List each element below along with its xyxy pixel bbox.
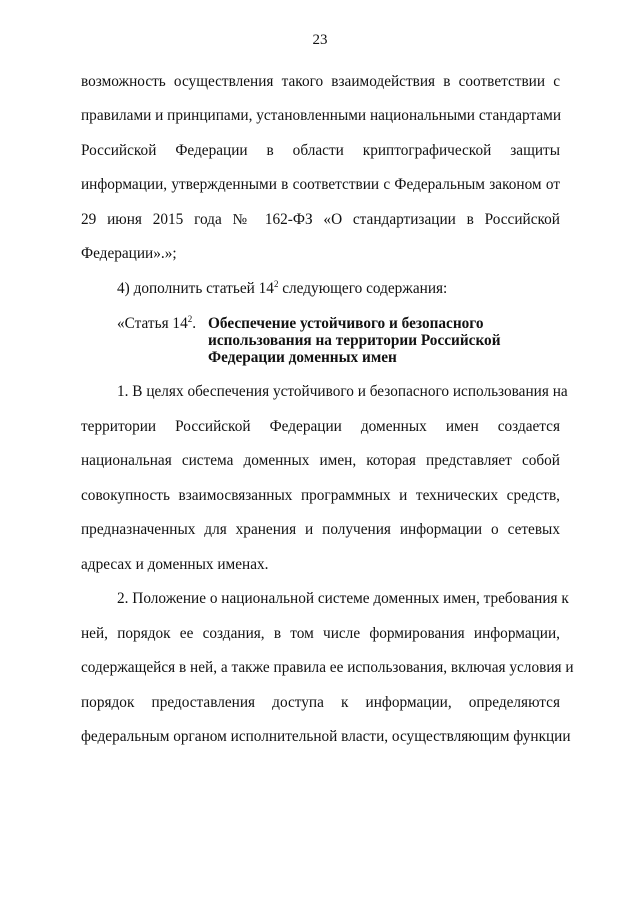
article-title-line: использования на территории Российской [208,332,501,349]
text-line: информации, утвержденными в соответствии с Федеральным законом от [81,176,560,193]
article-title [208,315,508,366]
article-title-line: Обеспечение устойчивого и безопасного [208,315,484,332]
text-line: национальная система доменных имен, которая представляет собой [81,452,560,469]
text-line: порядок предоставления доступа к информации, определяются [81,694,560,711]
text-line: 2. Положение о национальной системе доменных имен, требования к [117,590,569,607]
text-line: содержащейся в ней, а также правила ее использования, включая условия и [81,659,574,676]
article-prefix-after: . [192,315,197,332]
text-line: 1. В целях обеспечения устойчивого и безопасного использования на [117,383,568,400]
amendment-item-text: 4) дополнить статьей 14 [117,280,274,297]
amendment-item-sup: 2 [273,278,279,289]
text-line: Российской Федерации в области криптографической защиты [81,142,560,159]
amendment-item-text-after: следующего содержания: [278,280,448,297]
text-line: федеральным органом исполнительной власти, осуществляющим функции [81,728,571,745]
text-line: 29 июня 2015 года № 162-ФЗ «О стандартизации в Российской [81,211,560,228]
text-line: ней, порядок ее создания, в том числе формирования информации, [81,625,560,642]
article-prefix: «Статья 14 [117,315,188,332]
text-line: адресах и доменных именах. [81,556,269,573]
text-line: предназначенных для хранения и получения информации о сетевых [81,521,560,538]
text-line: Федерации».»; [81,245,177,262]
article-number [117,315,196,333]
article-sup: 2 [187,313,193,324]
text-line: правилами и принципами, установленными национальными стандартами [81,107,561,124]
text-line: возможность осуществления такого взаимодействия в соответствии с [81,73,560,90]
text-line: совокупность взаимосвязанных программных и технических средств, [81,487,560,504]
article-title-line: Федерации доменных имен [208,349,397,366]
page-number: 23 [312,32,328,48]
text-line: территории Российской Федерации доменных имен создается [81,418,560,435]
amendment-item [117,280,560,298]
